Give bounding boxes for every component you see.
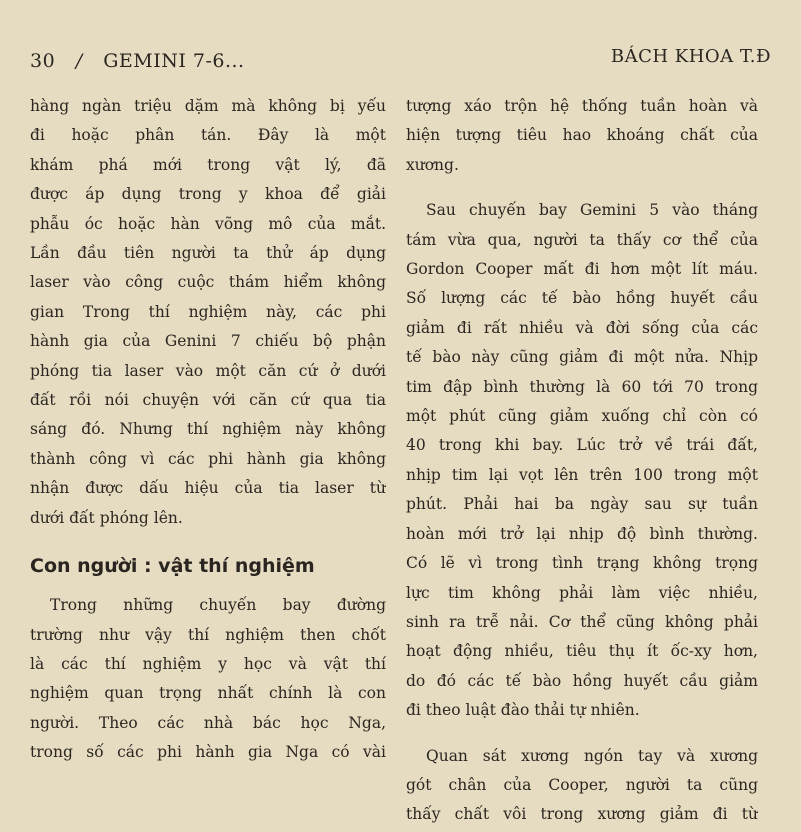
left-paragraph-2 (30, 591, 386, 767)
text-line: hàng ngàn triệu dặm mà không bị yếu (30, 97, 386, 115)
text-line: phút. Phải hai ba ngày sau sự tuần (406, 495, 758, 514)
text-line: trường như vậy thí nghiệm then chốt (30, 625, 386, 644)
text-line: thành công vì các phi hành gia không (30, 449, 386, 468)
left-column (30, 92, 386, 768)
section-heading: Con người : vật thí nghiệm (30, 555, 315, 578)
text-line: nghiệm quan trọng nhất chính là con (30, 684, 386, 703)
text-line: tám vừa qua, người ta thấy cơ thể của (406, 230, 758, 249)
text-line: tượng xáo trộn hệ thống tuần hoàn và (406, 97, 758, 115)
text-line: được áp dụng trong y khoa để giải (30, 185, 386, 204)
text-line: tế bào này cũng giảm đi một nửa. Nhịp (406, 348, 758, 367)
header-separator: / (75, 50, 83, 72)
page-number: 30 (30, 50, 56, 72)
left-paragraph-1 (30, 92, 386, 533)
text-line: Quan sát xương ngón tay và xương (426, 746, 758, 765)
text-line: sinh ra trễ nải. Cơ thể cũng không phải (406, 612, 758, 631)
running-title: GEMINI 7-6... (103, 50, 245, 72)
text-line: đi theo luật đào thải tự nhiên. (406, 701, 640, 720)
right-paragraph-1 (406, 92, 758, 180)
text-line: dưới đất phóng lên. (30, 508, 183, 527)
magazine-title: BÁCH KHOA T.Đ (610, 46, 771, 67)
text-line: nhịp tim lại vọt lên trên 100 trong một (406, 465, 758, 484)
text-line: hành gia của Genini 7 chiếu bộ phận (30, 332, 386, 351)
text-line: khám phá mới trong vật lý, đã (30, 155, 386, 174)
text-line: gian Trong thí nghiệm này, các phi (30, 302, 386, 321)
text-line: phẫu óc hoặc hàn võng mô của mắt. (30, 214, 386, 233)
text-line: gót chân của Cooper, người ta cũng (406, 775, 758, 794)
right-column (406, 92, 758, 830)
text-line: trong số các phi hành gia Nga có vài (30, 743, 386, 762)
text-line: hiện tượng tiêu hao khoáng chất của (406, 126, 758, 145)
text-line: sáng đó. Nhưng thí nghiệm này không (30, 420, 386, 439)
text-line: hoạt động nhiều, tiêu thụ ít ốc-xy hơn, (406, 642, 758, 661)
text-line: Có lẽ vì trong tình trạng không trọng (406, 554, 758, 573)
text-line: lực tim không phải làm việc nhiều, (406, 583, 758, 602)
text-line: laser vào công cuộc thám hiểm không (30, 273, 386, 292)
text-line: thấy chất vôi trong xương giảm đi từ (406, 805, 758, 824)
text-line: 40 trong khi bay. Lúc trở về trái đất, (406, 436, 758, 455)
text-line: tim đập bình thường là 60 tới 70 trong (406, 377, 758, 396)
text-line: Gordon Cooper mất đi hơn một lít máu. (406, 260, 758, 279)
text-line: là các thí nghiệm y học và vật thí (30, 654, 386, 673)
text-line: Sau chuyến bay Gemini 5 vào tháng (426, 201, 758, 220)
header-left (30, 50, 245, 72)
right-paragraph-2 (406, 196, 758, 725)
text-line: đi hoặc phân tán. Đây là một (30, 126, 386, 145)
text-line: do đó các tế bào hồng huyết cầu giảm (406, 671, 758, 690)
text-line: người. Theo các nhà bác học Nga, (30, 713, 386, 732)
text-line: Số lượng các tế bào hồng huyết cầu (406, 289, 758, 308)
text-line: một phút cũng giảm xuống chỉ còn có (406, 407, 758, 426)
text-line: đất rồi nói chuyện với căn cứ qua tia (30, 391, 386, 410)
text-line: Trong những chuyến bay đường (50, 596, 386, 615)
text-line: xương. (406, 155, 459, 174)
text-line: phóng tia laser vào một căn cứ ở dưới (30, 361, 386, 380)
page-header (0, 46, 801, 76)
right-paragraph-3 (406, 742, 758, 830)
text-line: hoàn mới trở lại nhịp độ bình thường. (406, 524, 758, 543)
text-line: Lần đầu tiên người ta thử áp dụng (30, 244, 386, 263)
text-line: giảm đi rất nhiều và đời sống của các (406, 318, 758, 337)
text-line: nhận được dấu hiệu của tia laser từ (30, 479, 386, 498)
